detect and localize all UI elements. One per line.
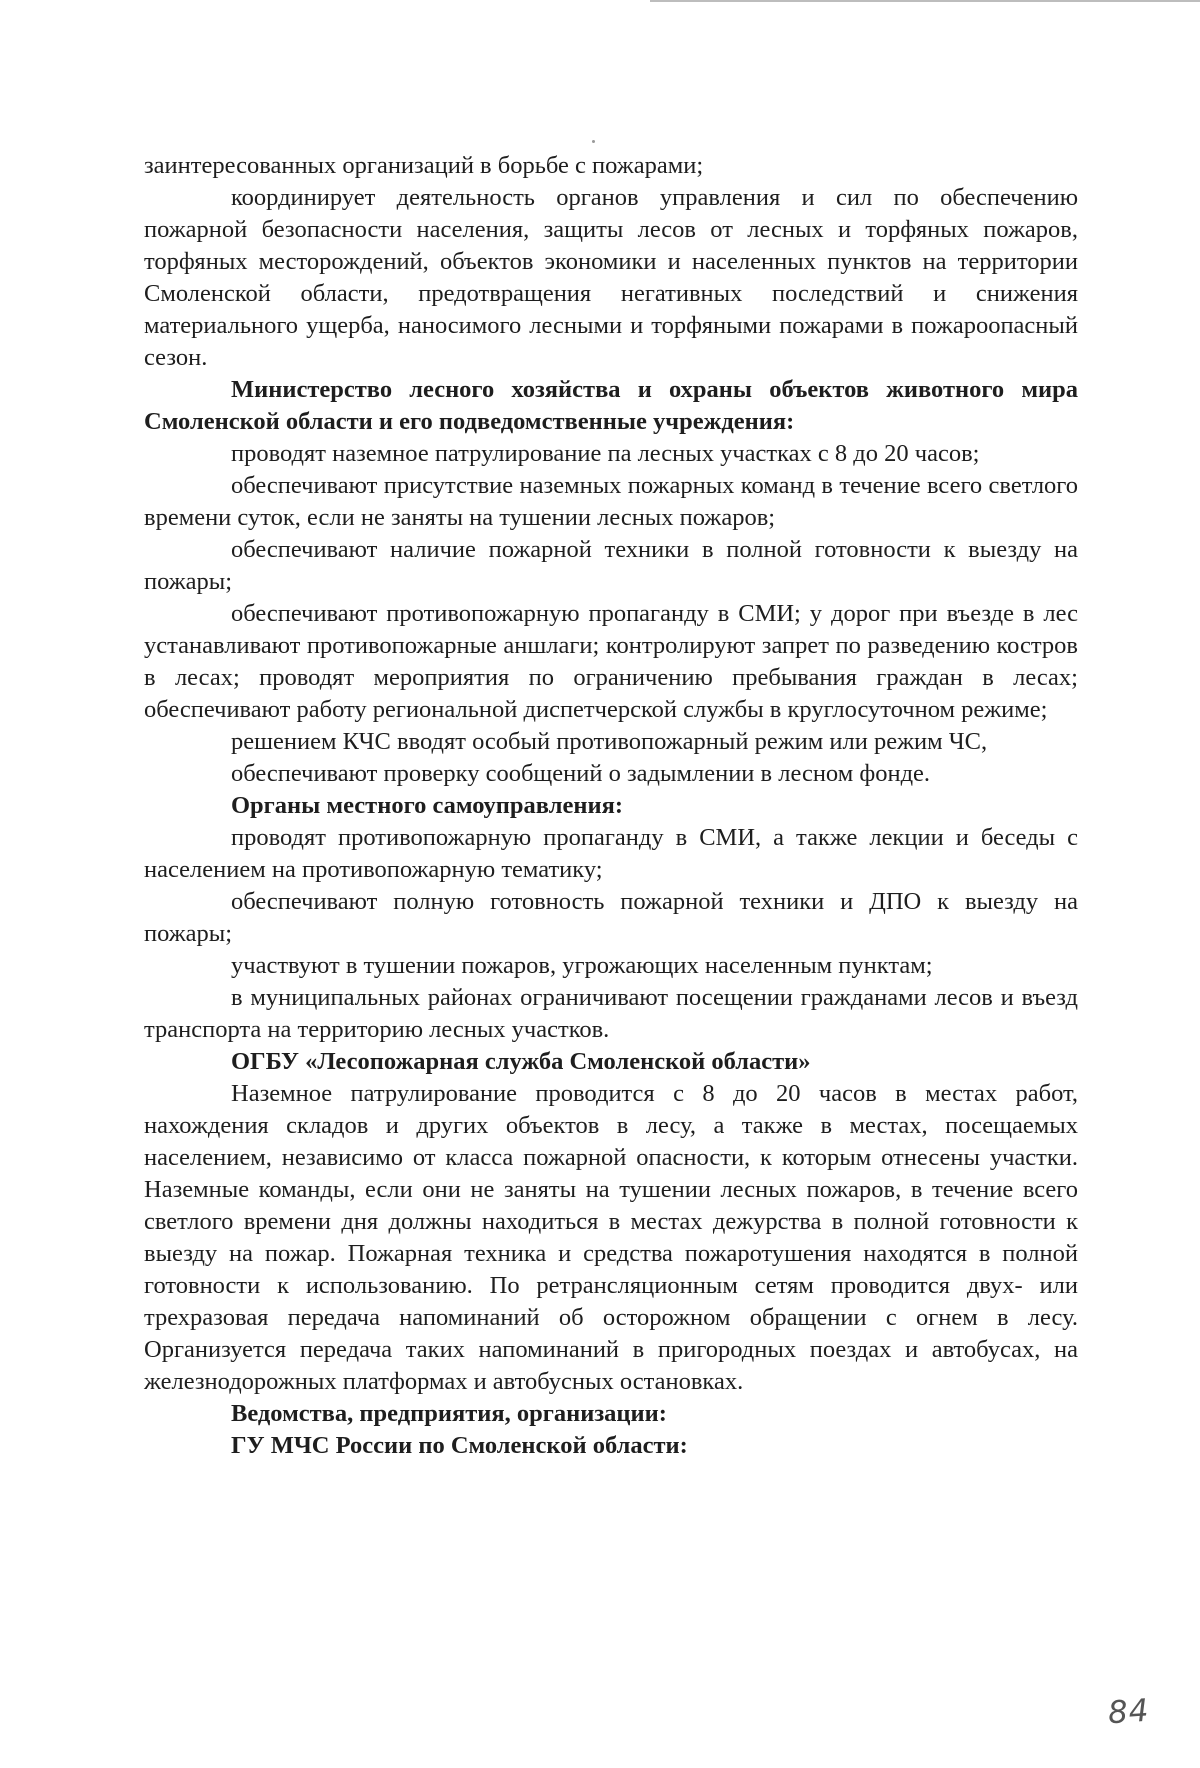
paragraph-patrol-details: Наземное патрулирование проводится с 8 до 20 часов в местах работ, нахождения складов и других объектов в лесу, а также в местах, посещаемых населением, независимо от класса пожарной опасности, к которым отнесены участки. Наземные команды, если они не заняты на тушении лесных пожаров, в течение всего светлого времени дня должны находиться в местах дежурства в полной готовности к выезду на пожар. Пожарная техника и средства пожаротушения находятся в полной готовности к использованию. По ретрансляционным сетям проводится двух- или трехразовая передача напоминаний об осторожном обращении с огнем в лесу. Организуется передача таких напоминаний в пригородных поездах и автобусах, на железнодорожных платформах и автобусных остановках. <box>144 1080 1078 1395</box>
scan-speck <box>592 140 595 143</box>
paragraph-lectures: проводят противопожарную пропаганду в СМИ, а также лекции и беседы с населением на противопожарную тематику; <box>144 824 1078 883</box>
paragraph-smoke-reports: обеспечивают проверку сообщений о задымлении в лесном фонде. <box>231 760 931 787</box>
heading-forest-fire-service: ОГБУ «Лесопожарная служба Смоленской области» <box>231 1048 811 1075</box>
handwritten-page-number: 84 <box>1106 1692 1151 1732</box>
heading-local-government: Органы местного самоуправления: <box>231 792 623 819</box>
document-body <box>144 150 1078 1462</box>
paragraph-forest-access: в муниципальных районах ограничивают посещении гражданами лесов и въезд транспорта на территорию лесных участков. <box>144 984 1078 1043</box>
paragraph-ground-patrol: проводят наземное патрулирование па лесных участках с 8 до 20 часов; <box>231 440 980 467</box>
paragraph-special-regime: решением КЧС вводят особый противопожарный режим или режим ЧС, <box>231 728 988 755</box>
heading-forestry-ministry: Министерство лесного хозяйства и охраны объектов животного мира Смоленской области и его подведомственные учреждения: <box>144 376 1078 435</box>
paragraph-fire-propaganda: обеспечивают противопожарную пропаганду в СМИ; у дорог при въезде в лес устанавливают противопожарные аншлаги; контролируют запрет по разведению костров в лесах; проводят мероприятия по ограничению пребывания граждан в лесах; обеспечивают работу региональной диспетчерской службы в круглосуточном режиме; <box>144 600 1078 723</box>
paragraph-coordination: координирует деятельность органов управления и сил по обеспечению пожарной безопасности населения, защиты лесов от лесных и торфяных пожаров, торфяных месторождений, объектов экономики и населенных пунктов на территории Смоленской области, предотвращения негативных последствий и снижения материального ущерба, наносимого лесными и торфяными пожарами в пожароопасный сезон. <box>144 184 1078 371</box>
heading-agencies: Ведомства, предприятия, организации: <box>231 1400 667 1427</box>
paragraph-fire-fighting-organizations: заинтересованных организаций в борьбе с пожарами; <box>144 152 704 179</box>
paragraph-fire-equipment: обеспечивают наличие пожарной техники в полной готовности к выезду на пожары; <box>144 536 1078 595</box>
paragraph-extinguishing: участвуют в тушении пожаров, угрожающих населенным пунктам; <box>231 952 933 979</box>
scan-edge-line <box>650 0 1200 2</box>
paragraph-fire-teams: обеспечивают присутствие наземных пожарных команд в течение всего светлого времени суток, если не заняты на тушении лесных пожаров; <box>144 472 1078 531</box>
heading-emergency-ministry: ГУ МЧС России по Смоленской области: <box>231 1432 688 1459</box>
paragraph-dpo-readiness: обеспечивают полную готовность пожарной техники и ДПО к выезду на пожары; <box>144 888 1078 947</box>
